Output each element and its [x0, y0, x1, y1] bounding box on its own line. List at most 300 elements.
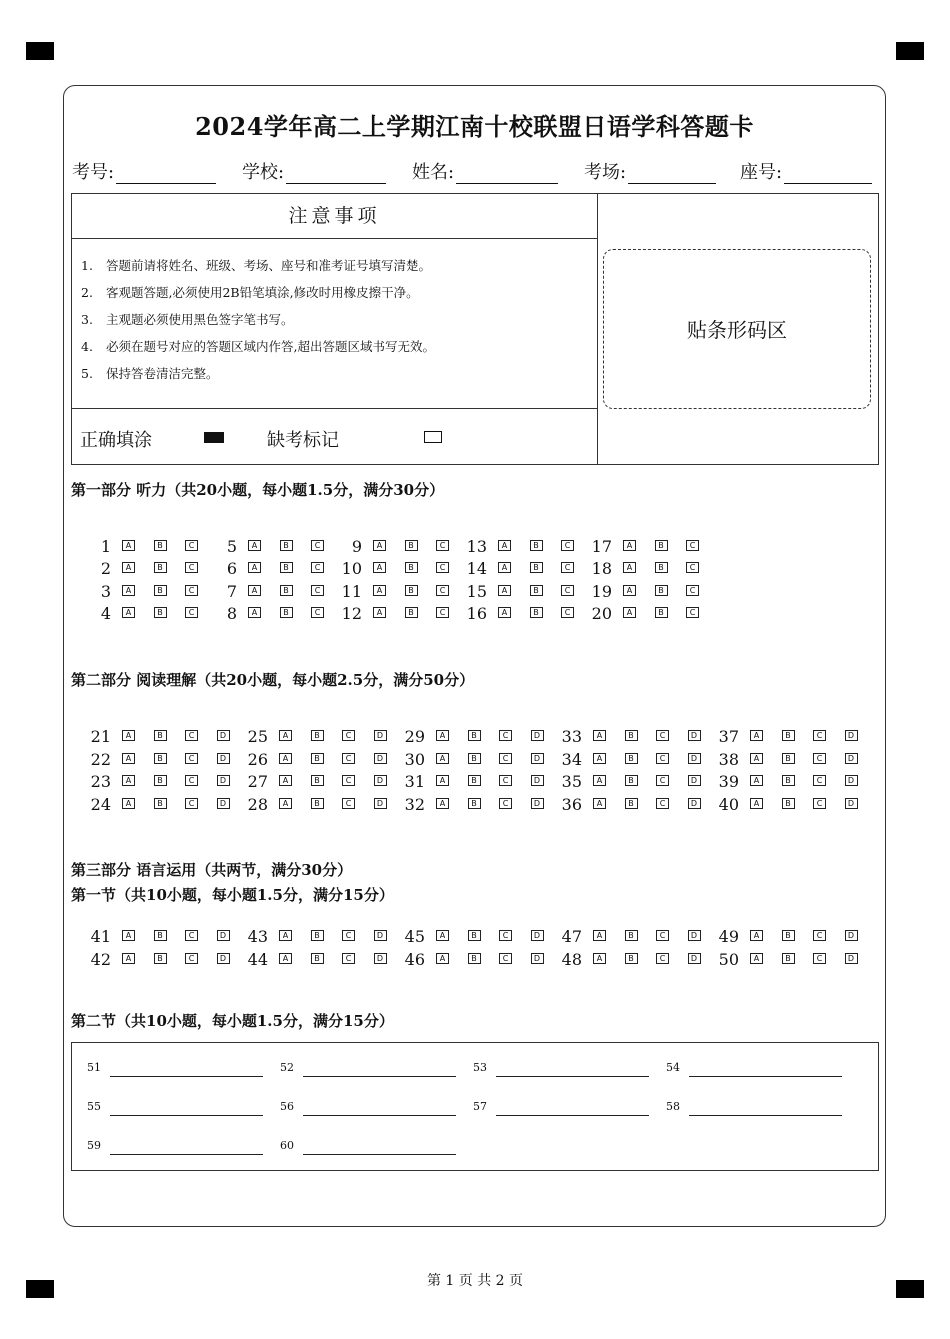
question-number: 26 [247, 750, 268, 769]
question-number: 21 [90, 727, 111, 746]
answer-bubble-a[interactable]: A [373, 607, 386, 618]
fill-blank-number: 60 [280, 1139, 294, 1152]
page-number: 第 1 页 共 2 页 [426, 1273, 524, 1289]
answer-bubble-b[interactable]: B [468, 953, 481, 964]
answer-bubble-c[interactable]: C [185, 930, 198, 941]
question-number: 41 [90, 927, 111, 946]
exam-number-line[interactable] [116, 163, 216, 184]
answer-bubble-a[interactable]: A [436, 775, 449, 786]
fill-blank-line[interactable] [496, 1115, 649, 1116]
answer-bubble-c[interactable]: C [436, 562, 449, 573]
school-field[interactable] [242, 158, 386, 184]
question-number: 50 [718, 950, 739, 969]
notice-item-text: 客观题答题,必须使用2B铅笔填涂,修改时用橡皮擦干净。 [106, 285, 419, 300]
answer-bubble-a[interactable]: A [750, 930, 763, 941]
answer-bubble-b[interactable]: B [625, 753, 638, 764]
exam-room-line[interactable] [628, 163, 716, 184]
answer-bubble-c[interactable]: C [813, 953, 826, 964]
question-number: 48 [561, 950, 582, 969]
answer-bubble-a[interactable]: A [750, 753, 763, 764]
answer-bubble-d[interactable]: D [374, 953, 387, 964]
question-number: 6 [226, 559, 237, 578]
answer-bubble-b[interactable]: B [154, 607, 167, 618]
answer-bubble-d[interactable]: D [688, 953, 701, 964]
fill-blank-56[interactable] [280, 1100, 460, 1120]
answer-bubble-a[interactable]: A [750, 775, 763, 786]
fill-blank-54[interactable] [666, 1061, 846, 1081]
answer-bubble-b[interactable]: B [154, 930, 167, 941]
answer-bubble-b[interactable]: B [782, 753, 795, 764]
answer-bubble-c[interactable]: C [342, 775, 355, 786]
registration-mark-top-right [896, 42, 924, 60]
answer-bubble-b[interactable]: B [625, 798, 638, 809]
name-field[interactable] [412, 158, 558, 184]
answer-bubble-a[interactable]: A [498, 540, 511, 551]
answer-bubble-a[interactable]: A [593, 775, 606, 786]
question-number: 35 [561, 772, 582, 791]
answer-bubble-a[interactable]: A [593, 953, 606, 964]
answer-bubble-c[interactable]: C [499, 730, 512, 741]
answer-bubble-a[interactable]: A [373, 540, 386, 551]
notice-item-number: 2. [81, 285, 93, 300]
question-number: 29 [404, 727, 425, 746]
answer-bubble-c[interactable]: C [342, 930, 355, 941]
answer-bubble-d[interactable]: D [374, 798, 387, 809]
seat-number-field[interactable] [740, 158, 872, 184]
correct-fill-label: 正确填涂 [80, 430, 152, 451]
answer-bubble-b[interactable]: B [311, 798, 324, 809]
fill-blank-number: 56 [280, 1100, 294, 1113]
seat-number-line[interactable] [784, 163, 872, 184]
answer-bubble-a[interactable]: A [279, 753, 292, 764]
answer-bubble-d[interactable]: D [374, 730, 387, 741]
school-label: 学校: [242, 162, 285, 183]
exam-room-label: 考场: [584, 162, 627, 183]
fill-blank-58[interactable] [666, 1100, 846, 1120]
section-title-reading: 第二部分 阅读理解（共20小题，每小题2.5分，满分50分） [71, 671, 475, 689]
answer-bubble-b[interactable]: B [468, 930, 481, 941]
fill-blank-number: 58 [666, 1100, 680, 1113]
answer-bubble-d[interactable]: D [217, 798, 230, 809]
question-number: 40 [718, 795, 739, 814]
answer-bubble-a[interactable]: A [498, 585, 511, 596]
answer-bubble-c[interactable]: C [342, 798, 355, 809]
answer-bubble-c[interactable]: C [561, 540, 574, 551]
answer-bubble-a[interactable]: A [373, 585, 386, 596]
fill-blank-box [71, 1042, 879, 1171]
answer-bubble-b[interactable]: B [154, 730, 167, 741]
question-number: 27 [247, 772, 268, 791]
answer-bubble-a[interactable]: A [593, 930, 606, 941]
answer-bubble-a[interactable]: A [593, 753, 606, 764]
answer-bubble-a[interactable]: A [279, 775, 292, 786]
answer-bubble-d[interactable]: D [688, 753, 701, 764]
answer-bubble-c[interactable]: C [185, 730, 198, 741]
answer-bubble-c[interactable]: C [311, 607, 324, 618]
question-number: 39 [718, 772, 739, 791]
answer-bubble-b[interactable]: B [405, 607, 418, 618]
exam-number-field[interactable] [72, 158, 216, 184]
answer-bubble-d[interactable]: D [688, 730, 701, 741]
answer-bubble-a[interactable]: A [279, 953, 292, 964]
name-line[interactable] [456, 163, 558, 184]
notice-item-text: 保持答卷清洁完整。 [106, 366, 219, 381]
notice-heading: 注意事项 [72, 194, 597, 239]
notice-list [81, 256, 435, 391]
answer-bubble-d[interactable]: D [845, 775, 858, 786]
answer-bubble-c[interactable]: C [813, 730, 826, 741]
notice-item-text: 主观题必须使用黑色签字笔书写。 [106, 312, 294, 327]
question-number: 1 [100, 537, 111, 556]
answer-bubble-a[interactable]: A [436, 753, 449, 764]
answer-bubble-a[interactable]: A [750, 798, 763, 809]
answer-bubble-c[interactable]: C [185, 562, 198, 573]
fill-blank-line[interactable] [303, 1115, 456, 1116]
answer-bubble-d[interactable]: D [688, 775, 701, 786]
answer-bubble-d[interactable]: D [688, 798, 701, 809]
school-line[interactable] [286, 163, 386, 184]
answer-bubble-b[interactable]: B [280, 607, 293, 618]
fill-blank-number: 59 [87, 1139, 101, 1152]
answer-bubble-b[interactable]: B [530, 585, 543, 596]
answer-bubble-c[interactable]: C [686, 607, 699, 618]
answer-bubble-c[interactable]: C [813, 775, 826, 786]
fill-blank-number: 53 [473, 1061, 487, 1074]
exam-room-field[interactable] [584, 158, 716, 184]
answer-bubble-a[interactable]: A [436, 930, 449, 941]
answer-bubble-c[interactable]: C [311, 562, 324, 573]
answer-bubble-b[interactable]: B [154, 953, 167, 964]
answer-bubble-d[interactable]: D [217, 930, 230, 941]
answer-bubble-d[interactable]: D [531, 730, 544, 741]
question-number: 24 [90, 795, 111, 814]
answer-bubble-c[interactable]: C [656, 730, 669, 741]
answer-bubble-d[interactable]: D [845, 730, 858, 741]
answer-bubble-a[interactable]: A [436, 730, 449, 741]
question-number: 5 [226, 537, 237, 556]
fill-blank-line[interactable] [110, 1115, 263, 1116]
question-number: 2 [100, 559, 111, 578]
question-number: 18 [591, 559, 612, 578]
question-number: 4 [100, 604, 111, 623]
answer-bubble-c[interactable]: C [185, 540, 198, 551]
answer-bubble-d[interactable]: D [845, 953, 858, 964]
answer-bubble-c[interactable]: C [436, 585, 449, 596]
fill-blank-number: 52 [280, 1061, 294, 1074]
fill-blank-line[interactable] [689, 1076, 842, 1077]
notice-panel [72, 194, 598, 464]
answer-bubble-c[interactable]: C [561, 562, 574, 573]
notice-item [81, 256, 435, 283]
absent-mark-label: 缺考标记 [267, 430, 339, 451]
answer-bubble-d[interactable]: D [531, 775, 544, 786]
notice-item [81, 310, 435, 337]
answer-bubble-b[interactable]: B [530, 607, 543, 618]
question-number: 20 [591, 604, 612, 623]
answer-bubble-b[interactable]: B [468, 798, 481, 809]
question-number: 38 [718, 750, 739, 769]
barcode-area: 贴条形码区 [603, 249, 871, 409]
fill-blank-line[interactable] [303, 1076, 456, 1077]
answer-bubble-b[interactable]: B [311, 753, 324, 764]
answer-bubble-b[interactable]: B [468, 753, 481, 764]
answer-bubble-b[interactable]: B [468, 775, 481, 786]
answer-bubble-c[interactable]: C [342, 753, 355, 764]
exam-number-label: 考号: [72, 162, 115, 183]
answer-bubble-c[interactable]: C [311, 540, 324, 551]
answer-bubble-a[interactable]: A [279, 798, 292, 809]
answer-bubble-d[interactable]: D [217, 730, 230, 741]
answer-bubble-a[interactable]: A [436, 798, 449, 809]
answer-bubble-c[interactable]: C [185, 607, 198, 618]
section-title-language-use: 第三部分 语言运用（共两节，满分30分） [71, 861, 353, 879]
answer-bubble-b[interactable]: B [154, 585, 167, 596]
answer-bubble-a[interactable]: A [436, 953, 449, 964]
answer-bubble-b[interactable]: B [782, 730, 795, 741]
notice-item-number: 4. [81, 339, 93, 354]
answer-bubble-b[interactable]: B [530, 562, 543, 573]
answer-bubble-a[interactable]: A [248, 585, 261, 596]
answer-bubble-a[interactable]: A [623, 540, 636, 551]
answer-bubble-c[interactable]: C [342, 953, 355, 964]
answer-bubble-c[interactable]: C [686, 585, 699, 596]
answer-bubble-b[interactable]: B [655, 607, 668, 618]
absent-mark-box[interactable] [424, 431, 442, 443]
answer-bubble-b[interactable]: B [280, 585, 293, 596]
answer-bubble-d[interactable]: D [217, 775, 230, 786]
answer-bubble-c[interactable]: C [656, 930, 669, 941]
answer-bubble-d[interactable]: D [217, 753, 230, 764]
answer-bubble-b[interactable]: B [625, 775, 638, 786]
answer-bubble-a[interactable]: A [593, 798, 606, 809]
answer-bubble-b[interactable]: B [782, 930, 795, 941]
answer-bubble-c[interactable]: C [436, 540, 449, 551]
answer-bubble-a[interactable]: A [248, 607, 261, 618]
answer-bubble-d[interactable]: D [845, 930, 858, 941]
fill-blank-55[interactable] [87, 1100, 267, 1120]
question-number: 44 [247, 950, 268, 969]
answer-bubble-a[interactable]: A [248, 540, 261, 551]
question-number: 16 [466, 604, 487, 623]
fill-blank-59[interactable] [87, 1139, 267, 1159]
fill-blank-line[interactable] [496, 1076, 649, 1077]
answer-bubble-a[interactable]: A [279, 730, 292, 741]
answer-bubble-c[interactable]: C [561, 585, 574, 596]
answer-bubble-b[interactable]: B [655, 562, 668, 573]
answer-bubble-b[interactable]: B [311, 930, 324, 941]
filled-bubble-example [204, 432, 224, 443]
answer-bubble-b[interactable]: B [625, 953, 638, 964]
answer-bubble-a[interactable]: A [498, 607, 511, 618]
question-number: 19 [591, 582, 612, 601]
answer-bubble-a[interactable]: A [122, 953, 135, 964]
fill-blank-52[interactable] [280, 1061, 460, 1081]
notice-item [81, 283, 435, 310]
answer-bubble-c[interactable]: C [656, 775, 669, 786]
fill-blank-line[interactable] [110, 1154, 263, 1155]
answer-bubble-b[interactable]: B [782, 775, 795, 786]
answer-bubble-c[interactable]: C [342, 730, 355, 741]
answer-bubble-a[interactable]: A [750, 953, 763, 964]
name-label: 姓名: [412, 162, 455, 183]
fill-blank-number: 54 [666, 1061, 680, 1074]
question-number: 46 [404, 950, 425, 969]
answer-bubble-c[interactable]: C [813, 798, 826, 809]
question-number: 47 [561, 927, 582, 946]
question-number: 8 [226, 604, 237, 623]
answer-bubble-c[interactable]: C [686, 540, 699, 551]
answer-bubble-b[interactable]: B [154, 775, 167, 786]
answer-bubble-a[interactable]: A [593, 730, 606, 741]
answer-bubble-d[interactable]: D [845, 753, 858, 764]
answer-bubble-d[interactable]: D [531, 798, 544, 809]
question-number: 22 [90, 750, 111, 769]
answer-bubble-c[interactable]: C [656, 753, 669, 764]
answer-bubble-b[interactable]: B [405, 540, 418, 551]
answer-bubble-d[interactable]: D [531, 930, 544, 941]
answer-bubble-c[interactable]: C [499, 798, 512, 809]
seat-number-label: 座号: [740, 162, 783, 183]
answer-bubble-a[interactable]: A [623, 607, 636, 618]
answer-bubble-c[interactable]: C [185, 775, 198, 786]
question-number: 25 [247, 727, 268, 746]
answer-bubble-a[interactable]: A [122, 607, 135, 618]
answer-bubble-b[interactable]: B [405, 585, 418, 596]
fill-blank-line[interactable] [110, 1076, 263, 1077]
question-number: 7 [226, 582, 237, 601]
answer-bubble-c[interactable]: C [813, 753, 826, 764]
answer-bubble-c[interactable]: C [185, 753, 198, 764]
question-number: 17 [591, 537, 612, 556]
answer-bubble-c[interactable]: C [499, 775, 512, 786]
fill-blank-number: 55 [87, 1100, 101, 1113]
answer-bubble-c[interactable]: C [311, 585, 324, 596]
answer-bubble-c[interactable]: C [656, 953, 669, 964]
question-number: 12 [341, 604, 362, 623]
question-number: 42 [90, 950, 111, 969]
question-number: 10 [341, 559, 362, 578]
fill-blank-line[interactable] [689, 1115, 842, 1116]
answer-bubble-c[interactable]: C [656, 798, 669, 809]
notice-item-text: 答题前请将姓名、班级、考场、座号和准考证号填写清楚。 [106, 258, 432, 273]
answer-bubble-a[interactable]: A [122, 540, 135, 551]
answer-bubble-b[interactable]: B [311, 775, 324, 786]
answer-bubble-b[interactable]: B [280, 562, 293, 573]
answer-bubble-b[interactable]: B [311, 953, 324, 964]
answer-bubble-c[interactable]: C [499, 753, 512, 764]
answer-bubble-b[interactable]: B [154, 562, 167, 573]
answer-bubble-d[interactable]: D [217, 953, 230, 964]
answer-bubble-d[interactable]: D [688, 930, 701, 941]
question-number: 36 [561, 795, 582, 814]
answer-bubble-a[interactable]: A [623, 585, 636, 596]
answer-bubble-a[interactable]: A [623, 562, 636, 573]
notice-item-number: 3. [81, 312, 93, 327]
answer-bubble-a[interactable]: A [122, 775, 135, 786]
answer-bubble-c[interactable]: C [185, 798, 198, 809]
answer-bubble-b[interactable]: B [311, 730, 324, 741]
answer-bubble-d[interactable]: D [374, 930, 387, 941]
section-title-part3-2: 第二节（共10小题，每小题1.5分，满分15分） [71, 1012, 394, 1030]
answer-bubble-b[interactable]: B [625, 930, 638, 941]
answer-bubble-a[interactable]: A [122, 730, 135, 741]
answer-bubble-b[interactable]: B [530, 540, 543, 551]
answer-bubble-b[interactable]: B [782, 798, 795, 809]
answer-bubble-b[interactable]: B [280, 540, 293, 551]
answer-bubble-b[interactable]: B [154, 798, 167, 809]
answer-bubble-a[interactable]: A [279, 930, 292, 941]
answer-bubble-d[interactable]: D [374, 775, 387, 786]
answer-bubble-b[interactable]: B [655, 585, 668, 596]
question-number: 33 [561, 727, 582, 746]
fill-blank-57[interactable] [473, 1100, 653, 1120]
question-number: 31 [404, 772, 425, 791]
answer-bubble-d[interactable]: D [531, 753, 544, 764]
answer-bubble-c[interactable]: C [686, 562, 699, 573]
notice-box [71, 193, 879, 465]
answer-bubble-c[interactable]: C [499, 953, 512, 964]
answer-bubble-d[interactable]: D [531, 953, 544, 964]
answer-bubble-c[interactable]: C [436, 607, 449, 618]
answer-bubble-a[interactable]: A [750, 730, 763, 741]
answer-bubble-b[interactable]: B [782, 953, 795, 964]
question-number: 34 [561, 750, 582, 769]
answer-bubble-b[interactable]: B [154, 753, 167, 764]
answer-bubble-a[interactable]: A [248, 562, 261, 573]
question-number: 49 [718, 927, 739, 946]
answer-bubble-a[interactable]: A [122, 585, 135, 596]
question-number: 45 [404, 927, 425, 946]
question-number: 9 [351, 537, 362, 556]
answer-bubble-a[interactable]: A [373, 562, 386, 573]
answer-bubble-a[interactable]: A [122, 753, 135, 764]
answer-bubble-d[interactable]: D [374, 753, 387, 764]
answer-bubble-b[interactable]: B [625, 730, 638, 741]
answer-bubble-c[interactable]: C [185, 953, 198, 964]
registration-mark-top-left [26, 42, 54, 60]
answer-bubble-c[interactable]: C [561, 607, 574, 618]
answer-bubble-c[interactable]: C [813, 930, 826, 941]
answer-bubble-b[interactable]: B [154, 540, 167, 551]
answer-bubble-c[interactable]: C [499, 930, 512, 941]
answer-bubble-a[interactable]: A [122, 930, 135, 941]
answer-bubble-d[interactable]: D [845, 798, 858, 809]
question-number: 3 [100, 582, 111, 601]
notice-item [81, 364, 435, 391]
question-number: 13 [466, 537, 487, 556]
answer-bubble-b[interactable]: B [655, 540, 668, 551]
notice-item [81, 337, 435, 364]
answer-bubble-a[interactable]: A [122, 798, 135, 809]
answer-bubble-a[interactable]: A [498, 562, 511, 573]
question-number: 43 [247, 927, 268, 946]
sheet-title: 2024学年高二上学期江南十校联盟日语学科答题卡 [195, 112, 754, 141]
fill-blank-line[interactable] [303, 1154, 456, 1155]
student-info-row [72, 158, 877, 184]
answer-bubble-c[interactable]: C [185, 585, 198, 596]
answer-bubble-b[interactable]: B [405, 562, 418, 573]
fill-blank-60[interactable] [280, 1139, 460, 1159]
answer-bubble-b[interactable]: B [468, 730, 481, 741]
section-title-listening: 第一部分 听力（共20小题，每小题1.5分，满分30分） [71, 481, 445, 499]
fill-blank-51[interactable] [87, 1061, 267, 1081]
fill-blank-number: 57 [473, 1100, 487, 1113]
fill-blank-number: 51 [87, 1061, 101, 1074]
answer-bubble-a[interactable]: A [122, 562, 135, 573]
question-number: 14 [466, 559, 487, 578]
question-number: 32 [404, 795, 425, 814]
fill-blank-53[interactable] [473, 1061, 653, 1081]
